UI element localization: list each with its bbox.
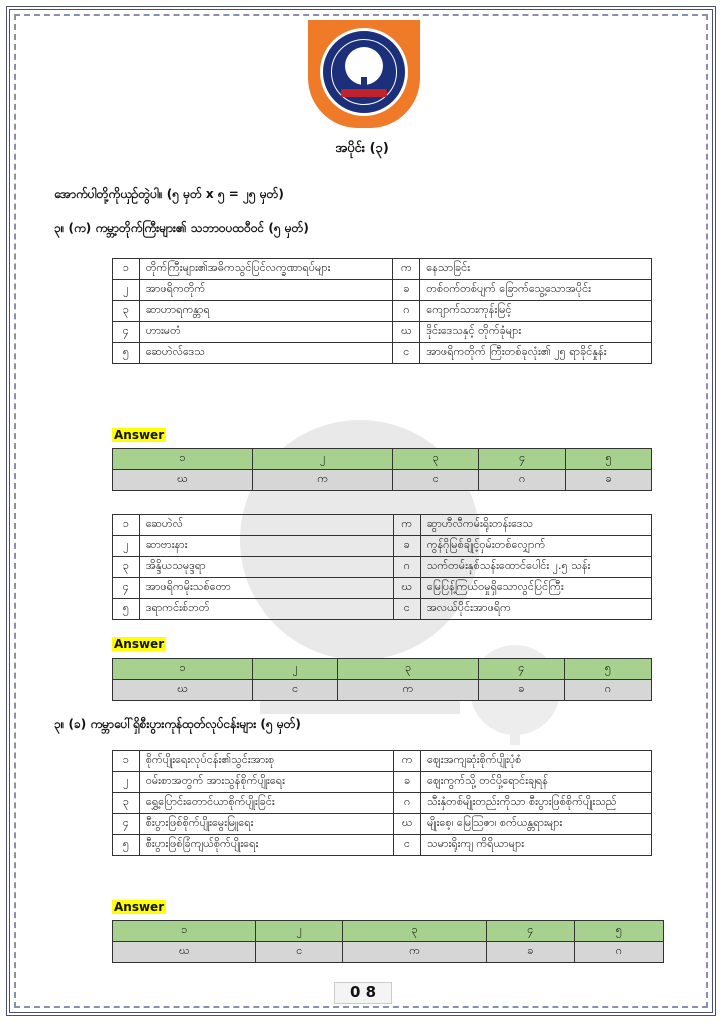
- answer-number: ၅: [566, 449, 652, 470]
- item-letter: ခ: [394, 772, 421, 793]
- answer-header-row: [113, 659, 652, 680]
- match-row: [113, 835, 652, 856]
- answer-value-row: [113, 470, 652, 491]
- item-left: ဟားမတံ: [139, 322, 393, 343]
- answer-number: ၄: [479, 449, 566, 470]
- match-row: [113, 301, 652, 322]
- match-row: [113, 557, 652, 578]
- item-left: အိန္ဒိယသမုဒ္ဒရာ: [139, 557, 393, 578]
- match-row: [113, 536, 652, 557]
- answer-header-row: [113, 921, 664, 942]
- item-letter: ဂ: [393, 301, 420, 322]
- item-number: ၃: [113, 793, 140, 814]
- answer-value-row: [113, 942, 664, 963]
- item-number: ၁: [113, 259, 140, 280]
- answer-letter: ခ: [486, 942, 574, 963]
- answer-number: ၂: [253, 449, 393, 470]
- answer-letter: ဂ: [564, 680, 651, 701]
- item-left: ဆာဗားနား: [139, 536, 393, 557]
- section-title: အပိုင်း (၃): [335, 141, 389, 156]
- answer-letter: က: [338, 680, 479, 701]
- item-left: တိုက်ကြီးများ၏အဓိကသွင်ပြင်လက္ခဏာရပ်များ: [139, 259, 393, 280]
- answer-table-1: [112, 448, 652, 491]
- item-right: သက်တမ်းနှစ်သန်းထောင်ပေါင်း ၂.၅ သန်း: [420, 557, 651, 578]
- match-row: [113, 751, 652, 772]
- item-number: ၃: [113, 301, 140, 322]
- answer-letter: က: [343, 942, 487, 963]
- item-left: ဒရာကင်းစ်ဘတ်: [139, 599, 393, 620]
- item-number: ၁: [113, 751, 140, 772]
- item-right: နေသာခြင်း: [420, 259, 652, 280]
- item-letter: ဂ: [394, 793, 421, 814]
- item-right: မျိုးစေ့၊ မြေဩဇာ၊ စက်ယန္တရားများ: [421, 814, 652, 835]
- match-table-3: [112, 750, 652, 856]
- answer-table-2: [112, 658, 652, 701]
- item-right: မြေပြန့်ကြယ်ဝမှုရှိသောလွင်ပြင်ကြီး: [420, 578, 651, 599]
- item-right: ဒိုင်းဒေသနှင့် တိုက်ခုံများ: [420, 322, 652, 343]
- answer-label-1: Answer: [114, 428, 165, 442]
- item-right: သီးနှံတစ်မျိုးတည်းကိုသာ စီးပွားဖြစ်စိုက်ပျိုးသည်: [421, 793, 652, 814]
- answer-letter: ဂ: [574, 942, 663, 963]
- item-left: ဆေဟဲလ်: [139, 515, 393, 536]
- answer-label-2: Answer: [114, 637, 165, 651]
- item-left: စီးပွားဖြစ်ခြံကျယ်စိုက်ပျိုးရေး: [139, 835, 393, 856]
- school-logo: [320, 28, 408, 116]
- answer-table-3: [112, 920, 664, 963]
- answer-letter: င: [393, 470, 479, 491]
- item-right: ဆွာဟီလီကမ်းရိုးတန်းဒေသ: [420, 515, 651, 536]
- item-letter: က: [393, 259, 420, 280]
- instruction: အောက်ပါတို့ကိုယှဉ်တွဲပါ။ (၅ မှတ် x ၅ = ၂၅ မှတ်): [54, 187, 284, 201]
- item-left: အာဖရိကမိုးသစ်တော: [139, 578, 393, 599]
- answer-number: ၃: [338, 659, 479, 680]
- match-table-1: [112, 258, 652, 364]
- answer-value-row: [113, 680, 652, 701]
- answer-header-row: [113, 449, 652, 470]
- answer-number: ၁: [113, 449, 253, 470]
- item-letter: ဃ: [393, 578, 420, 599]
- answer-number: ၂: [253, 659, 338, 680]
- answer-letter: ခ: [566, 470, 652, 491]
- page-number: 0 8: [334, 982, 392, 1004]
- item-letter: ခ: [393, 536, 420, 557]
- item-number: ၅: [113, 343, 140, 364]
- answer-letter: ခ: [478, 680, 564, 701]
- item-number: ၄: [113, 322, 140, 343]
- logo-banner: [308, 20, 420, 128]
- answer-label-3: Answer: [114, 900, 165, 914]
- answer-number: ၁: [113, 659, 253, 680]
- answer-number: ၃: [393, 449, 479, 470]
- item-left: ဆာဟာရကန္တာရ: [139, 301, 393, 322]
- answer-number: ၅: [574, 921, 663, 942]
- item-number: ၂: [113, 536, 140, 557]
- item-number: ၅: [113, 599, 140, 620]
- answer-letter: ဃ: [113, 470, 253, 491]
- answer-letter: ဃ: [113, 942, 256, 963]
- item-number: ၂: [113, 280, 140, 301]
- answer-number: ၄: [486, 921, 574, 942]
- item-letter: က: [394, 751, 421, 772]
- item-left: ဆေဟဲလ်ဒေသ: [139, 343, 393, 364]
- item-number: ၃: [113, 557, 140, 578]
- item-right: ကျောက်သားကုန်းမြင့်: [420, 301, 652, 322]
- item-number: ၅: [113, 835, 140, 856]
- answer-number: ၅: [564, 659, 651, 680]
- match-row: [113, 599, 652, 620]
- match-table-2: [112, 514, 652, 620]
- answer-letter: ဃ: [113, 680, 253, 701]
- answer-number: ၂: [256, 921, 343, 942]
- match-row: [113, 515, 652, 536]
- item-number: ၄: [113, 578, 140, 599]
- item-right: အလယ်ပိုင်းအာဖရိက: [420, 599, 651, 620]
- item-number: ၄: [113, 814, 140, 835]
- item-right: အာဖရိကတိုက် ကြီးတစ်ခုလုံး၏ ၂၅ ရာခိုင်နှုန်း: [420, 343, 652, 364]
- answer-letter: င: [256, 942, 343, 963]
- book-icon: [341, 89, 387, 97]
- question-ka-heading: ၃။ (က) ကမ္ဘာ့တိုက်ကြီးများ၏ သဘာဝပထဝီဝင် (၅ မှတ်): [54, 221, 309, 235]
- item-letter: က: [393, 515, 420, 536]
- item-letter: ဃ: [393, 322, 420, 343]
- match-row: [113, 322, 652, 343]
- answer-number: ၃: [343, 921, 487, 942]
- answer-number: ၄: [478, 659, 564, 680]
- match-row: [113, 793, 652, 814]
- answer-letter: က: [253, 470, 393, 491]
- item-letter: င: [393, 343, 420, 364]
- item-right: တစ်ဝက်တစ်ပျက် ခြောက်သွေ့သောအပိုင်း: [420, 280, 652, 301]
- item-left: စီးပွားဖြစ်စိုက်ပျိုးမွေးမြူရေး: [139, 814, 393, 835]
- item-letter: င: [393, 599, 420, 620]
- item-left: ဝမ်းစာအတွက် အားသွန်စိုက်ပျိုးရေး: [139, 772, 393, 793]
- item-letter: င: [394, 835, 421, 856]
- item-number: ၂: [113, 772, 140, 793]
- match-row: [113, 259, 652, 280]
- answer-number: ၁: [113, 921, 256, 942]
- item-letter: ခ: [393, 280, 420, 301]
- match-row: [113, 814, 652, 835]
- answer-letter: င: [253, 680, 338, 701]
- match-row: [113, 772, 652, 793]
- item-left: စိုက်ပျိုးရေးလုပ်ငန်း၏သွင်းအားစု: [139, 751, 393, 772]
- item-right: ဈေးကွက်သို့ တင်ပို့ရောင်းချရန်: [421, 772, 652, 793]
- match-row: [113, 280, 652, 301]
- item-right: ကွန်ဂိုမြစ်ချိုင့်ဝှမ်းတစ်လျှောက်: [420, 536, 651, 557]
- answer-letter: ဂ: [479, 470, 566, 491]
- match-row: [113, 343, 652, 364]
- item-number: ၁: [113, 515, 140, 536]
- question-kha-heading: ၃။ (ခ) ကမ္ဘာပေါ်ရှိစီးပွားကုန်ထုတ်လုပ်ငန်းများ (၅ မှတ်): [54, 717, 301, 731]
- item-left: ရွှေ့ပြောင်းတောင်ယာစိုက်ပျိုးခြင်း: [139, 793, 393, 814]
- match-row: [113, 578, 652, 599]
- item-letter: ဂ: [393, 557, 420, 578]
- item-right: သမားရိုးကျ ကိရိယာများ: [421, 835, 652, 856]
- item-left: အာဖရိကတိုက်: [139, 280, 393, 301]
- item-right: ဈေးအကျဆုံးစိုက်ပျိုးပုံစံ: [421, 751, 652, 772]
- item-letter: ဃ: [394, 814, 421, 835]
